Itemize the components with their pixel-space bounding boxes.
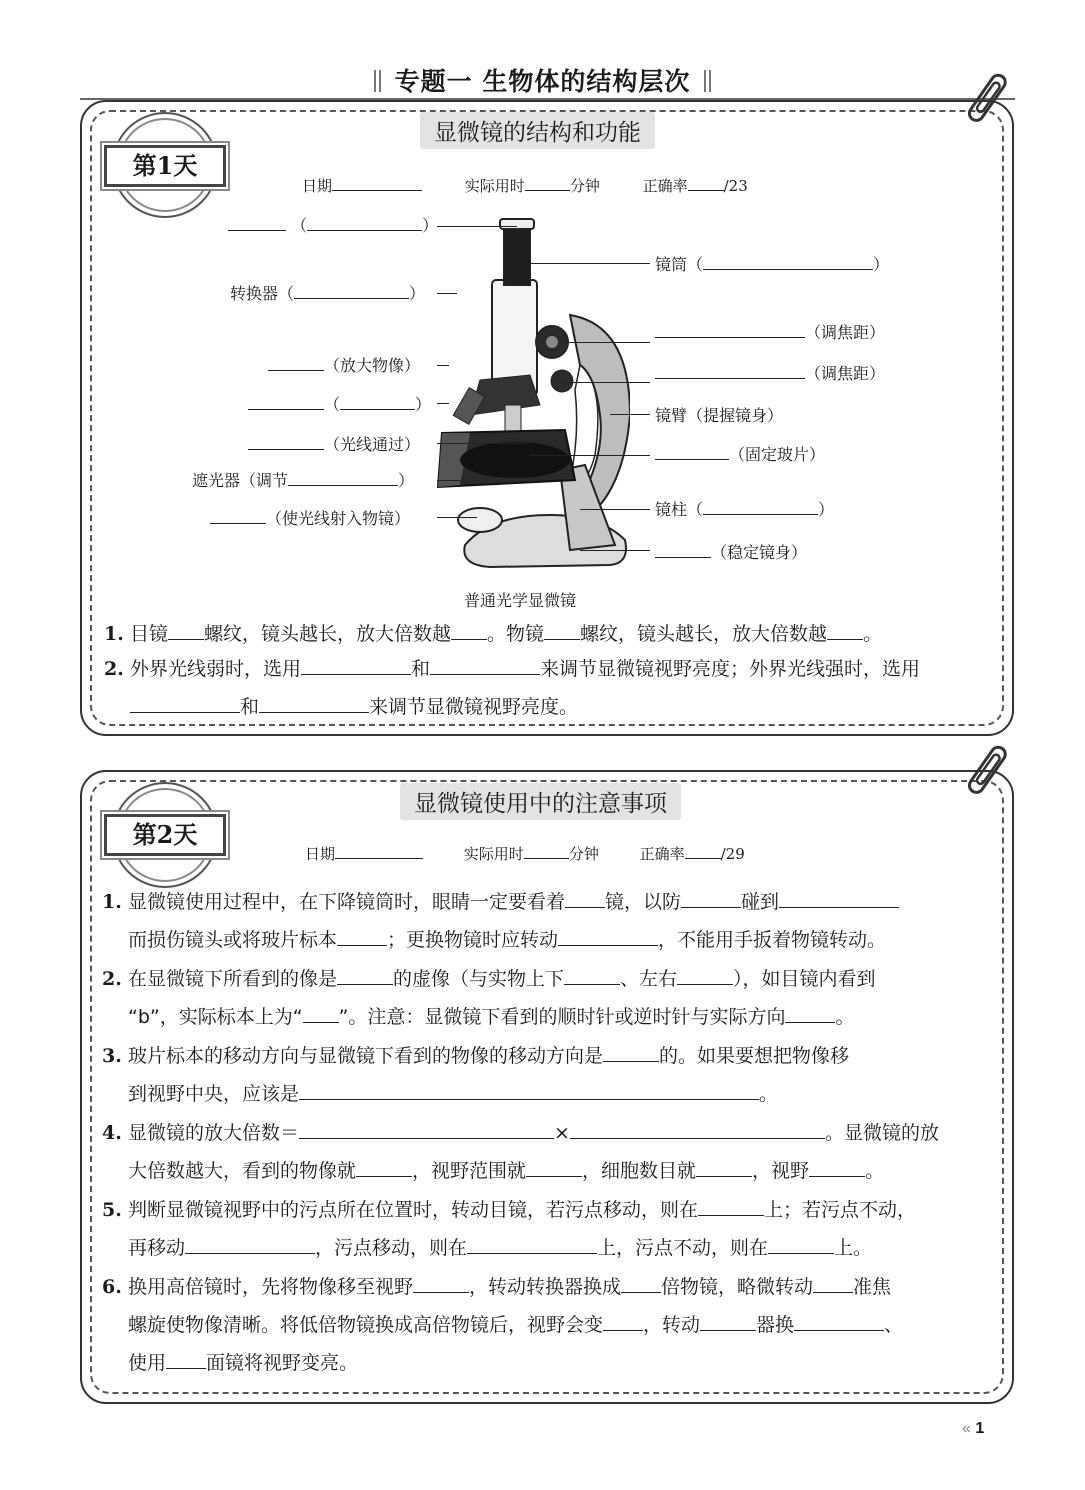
accuracy-blank[interactable]: [688, 175, 724, 191]
date-blank[interactable]: [335, 843, 423, 859]
day1-section-title: 显微镜的结构和功能: [420, 112, 655, 149]
blank[interactable]: [210, 508, 266, 524]
leader-line: [437, 226, 517, 227]
blank[interactable]: [340, 394, 415, 410]
blank[interactable]: [703, 254, 873, 270]
title-bar-left: [374, 70, 381, 92]
time-blank[interactable]: [525, 175, 570, 191]
answer-blank[interactable]: [185, 1238, 315, 1254]
answer-blank[interactable]: [779, 892, 899, 908]
blank[interactable]: [228, 215, 286, 231]
leader-line: [530, 455, 650, 456]
answer-blank[interactable]: [544, 624, 580, 640]
answer-blank[interactable]: [565, 892, 605, 908]
label-coarse-focus: （调焦距）: [655, 320, 885, 343]
answer-blank[interactable]: [681, 892, 741, 908]
blank[interactable]: [268, 355, 324, 371]
blank[interactable]: [248, 394, 324, 410]
leader-line: [437, 365, 449, 366]
leader-line: [437, 517, 477, 518]
answer-blank[interactable]: [337, 969, 393, 985]
answer-blank[interactable]: [813, 1277, 853, 1293]
answer-blank[interactable]: [526, 1161, 582, 1177]
day2-question-1: 1. 显微镜使用过程中，在下降镜筒时，眼睛一定要看着 镜，以防 碰到 而损伤镜头或将玻片标本 ；更换物镜时应转动 ，不能用手扳着物镜转动。: [102, 883, 1002, 959]
time-blank[interactable]: [524, 843, 569, 859]
blank[interactable]: [294, 283, 409, 299]
leader-line: [437, 443, 527, 444]
chapter-title: 专题一 生物体的结构层次: [0, 62, 1085, 98]
answer-blank[interactable]: [467, 1238, 597, 1254]
answer-blank[interactable]: [621, 1277, 661, 1293]
day2-question-2: 2. 在显微镜下所看到的像是 的虚像（与实物上下 、左右 ），如目镜内看到 “b”，实际标本上为“ ”。注意：显微镜下看到的顺时针或逆时针与实际方向 。: [102, 968, 876, 1028]
day1-meta: 日期 实际用时 分钟 正确率 /23: [302, 177, 748, 195]
blank[interactable]: [655, 322, 805, 338]
answer-blank[interactable]: [827, 624, 863, 640]
leader-line: [610, 414, 650, 415]
leader-line: [580, 509, 650, 510]
paperclip-icon: [962, 70, 1012, 130]
page-number: « 1: [962, 1420, 985, 1437]
answer-blank[interactable]: [558, 930, 658, 946]
answer-blank[interactable]: [413, 1277, 469, 1293]
label-fine-focus: （调焦距）: [655, 361, 885, 384]
label-pillar: 镜柱（ ）: [655, 500, 835, 519]
day1-question-2: 2. 外界光线弱时，选用 和 来调节显微镜视野亮度；外界光线强时，选用 和 来调节显微镜视野亮度。: [104, 658, 921, 718]
answer-blank[interactable]: [166, 1353, 206, 1369]
answer-blank[interactable]: [696, 1161, 752, 1177]
answer-blank[interactable]: [130, 697, 240, 713]
title-bar-right: [704, 70, 711, 92]
microscope-illustration: [430, 215, 630, 575]
blank[interactable]: [655, 363, 805, 379]
label-arm: 镜臂（提握镜身）: [655, 406, 784, 425]
label-tube: 镜筒（ ）: [655, 255, 890, 274]
answer-blank[interactable]: [785, 1007, 835, 1023]
label-diaphragm: 遮光器（调节 ）: [192, 471, 415, 490]
answer-blank[interactable]: [794, 1315, 884, 1331]
leader-line: [437, 403, 449, 404]
answer-blank[interactable]: [303, 1007, 339, 1023]
accuracy-blank[interactable]: [685, 843, 721, 859]
answer-blank[interactable]: [677, 969, 733, 985]
day2-question-3: 3. 玻片标本的移动方向与显微镜下看到的物像的移动方向是 的。如果要想把物像移 到视野中央，应该是 。: [102, 1045, 850, 1105]
leader-line: [437, 480, 462, 481]
answer-blank[interactable]: [299, 1084, 759, 1100]
answer-blank[interactable]: [301, 659, 411, 675]
label-clips: （固定玻片）: [655, 442, 825, 465]
day2-badge: 第2天: [104, 814, 226, 856]
answer-blank[interactable]: [700, 1315, 756, 1331]
label-mirror: （使光线射入物镜）: [210, 506, 410, 529]
answer-blank[interactable]: [809, 1161, 865, 1177]
answer-blank[interactable]: [168, 624, 204, 640]
blank[interactable]: [703, 499, 818, 515]
leader-line: [560, 342, 650, 343]
blank[interactable]: [288, 470, 398, 486]
date-blank[interactable]: [332, 175, 422, 191]
answer-blank[interactable]: [451, 624, 487, 640]
day2-section-title: 显微镜使用中的注意事项: [400, 783, 681, 820]
day1-question-1: 1. 目镜 螺纹，镜头越长，放大倍数越 。物镜 螺纹，镜头越长，放大倍数越 。: [104, 623, 883, 645]
double-chevron-left-icon: «: [962, 1420, 971, 1437]
answer-blank[interactable]: [603, 1046, 659, 1062]
label-nosepiece: 转换器（ ）: [230, 284, 426, 303]
blank[interactable]: [307, 215, 422, 231]
blank[interactable]: [655, 444, 729, 460]
answer-blank[interactable]: [259, 697, 369, 713]
leader-line: [437, 293, 457, 294]
answer-blank[interactable]: [570, 1123, 825, 1139]
blank[interactable]: [655, 542, 711, 558]
figure-caption: 普通光学显微镜: [464, 591, 577, 610]
leader-line: [565, 382, 650, 383]
day2-question-4: 4. 显微镜的放大倍数＝ × 。显微镜的放 大倍数越大，看到的物像就 ，视野范围就 ，细胞数目就 ，视野 。: [102, 1122, 939, 1182]
label-objective: （放大物像）: [268, 353, 420, 376]
answer-blank[interactable]: [356, 1161, 412, 1177]
day2-meta: 日期 实际用时 分钟 正确率 /29: [305, 845, 745, 863]
answer-blank[interactable]: [337, 930, 387, 946]
answer-blank[interactable]: [430, 659, 540, 675]
label-stage: （ ）: [248, 392, 431, 415]
answer-blank[interactable]: [564, 969, 620, 985]
answer-blank[interactable]: [299, 1123, 554, 1139]
day2-question-6: 6. 换用高倍镜时，先将物像移至视野 ，转动转换器换成 倍物镜，略微转动 准焦 螺旋使物像清晰。将低倍物镜换成高倍物镜后，视野会变 ，转动 器换 、 使用 面镜将视野变亮。: [102, 1276, 904, 1374]
label-base: （稳定镜身）: [655, 540, 807, 563]
leader-line: [530, 263, 650, 264]
label-aperture: （光线通过）: [248, 432, 420, 455]
paperclip-icon: [962, 742, 1012, 802]
day1-badge: 第1天: [104, 145, 226, 187]
answer-blank[interactable]: [698, 1200, 764, 1216]
leader-line: [580, 550, 650, 551]
label-eyepiece: （ ）: [228, 213, 438, 236]
answer-blank[interactable]: [603, 1315, 643, 1331]
day2-question-5: 5. 判断显微镜视野中的污点所在位置时，转动目镜，若污点移动，则在 上；若污点不动， 再移动 ，污点移动，则在 上，污点不动，则在 上。: [102, 1199, 917, 1259]
blank[interactable]: [248, 434, 324, 450]
answer-blank[interactable]: [768, 1238, 834, 1254]
